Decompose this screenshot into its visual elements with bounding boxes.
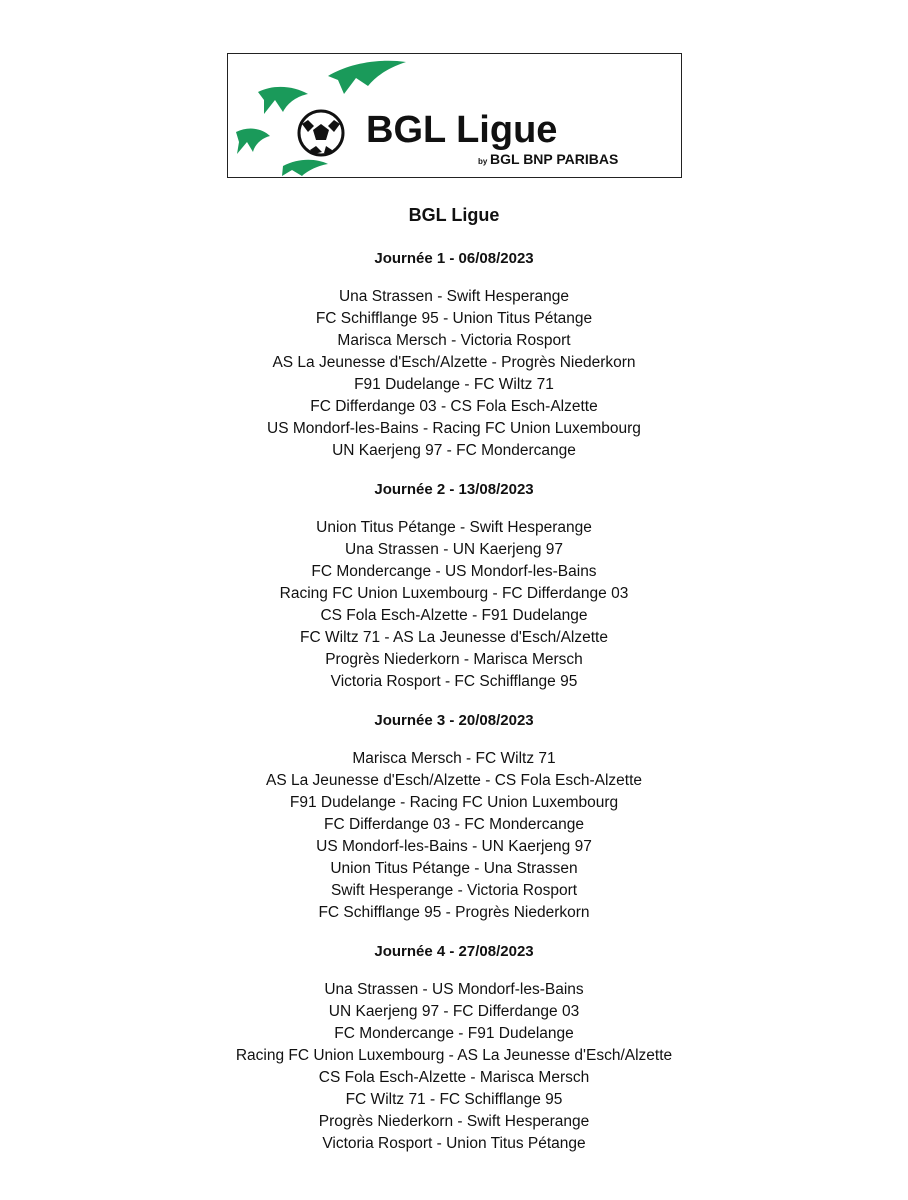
match-fixture: Racing FC Union Luxembourg - AS La Jeunesse d'Esch/Alzette (235, 1047, 673, 1064)
league-logo (227, 53, 682, 178)
match-fixture: FC Mondercange - US Mondorf-les-Bains (311, 563, 597, 580)
match-fixture: US Mondorf-les-Bains - Racing FC Union Luxembourg (267, 420, 641, 437)
round-heading: Journée 2 - 13/08/2023 (374, 481, 534, 498)
match-fixture: Victoria Rosport - FC Schifflange 95 (330, 673, 578, 690)
match-list (0, 286, 908, 462)
match-fixture: FC Differdange 03 - FC Mondercange (324, 816, 584, 833)
logo-brand-name: BGL Ligue (366, 109, 558, 151)
round-section (0, 942, 908, 1155)
logo-sponsor-name: BGL BNP PARIBAS (490, 151, 619, 167)
page-title: BGL Ligue (408, 205, 500, 225)
match-fixture: Racing FC Union Luxembourg - FC Differdange 03 (279, 585, 629, 602)
round-heading: Journée 1 - 06/08/2023 (374, 250, 534, 267)
match-list (0, 979, 908, 1155)
match-fixture: Progrès Niederkorn - Swift Hesperange (318, 1113, 590, 1130)
match-fixture: Victoria Rosport - Union Titus Pétange (322, 1135, 586, 1152)
match-fixture: AS La Jeunesse d'Esch/Alzette - Progrès Niederkorn (272, 354, 636, 371)
round-section (0, 249, 908, 462)
match-fixture: AS La Jeunesse d'Esch/Alzette - CS Fola Esch-Alzette (266, 772, 642, 789)
match-fixture: FC Schifflange 95 - Progrès Niederkorn (318, 904, 590, 921)
fixture-schedule (0, 249, 908, 1173)
match-fixture: CS Fola Esch-Alzette - Marisca Mersch (318, 1069, 590, 1086)
match-fixture: FC Differdange 03 - CS Fola Esch-Alzette (310, 398, 598, 415)
match-list (0, 517, 908, 693)
match-fixture: Union Titus Pétange - Swift Hesperange (316, 519, 592, 536)
logo-by-text: by (478, 157, 488, 166)
match-fixture: Marisca Mersch - Victoria Rosport (337, 332, 571, 349)
match-fixture: UN Kaerjeng 97 - FC Mondercange (332, 442, 576, 459)
match-fixture: Una Strassen - Swift Hesperange (338, 288, 570, 305)
round-heading: Journée 3 - 20/08/2023 (374, 712, 534, 729)
match-fixture: Marisca Mersch - FC Wiltz 71 (352, 750, 556, 767)
soccer-ball-icon (299, 111, 343, 155)
match-fixture: UN Kaerjeng 97 - FC Differdange 03 (328, 1003, 580, 1020)
match-fixture: FC Mondercange - F91 Dudelange (334, 1025, 574, 1042)
match-fixture: Union Titus Pétange - Una Strassen (330, 860, 578, 877)
round-section (0, 711, 908, 924)
match-fixture: Una Strassen - UN Kaerjeng 97 (345, 541, 563, 558)
match-fixture: CS Fola Esch-Alzette - F91 Dudelange (320, 607, 588, 624)
match-fixture: US Mondorf-les-Bains - UN Kaerjeng 97 (316, 838, 592, 855)
match-fixture: Una Strassen - US Mondorf-les-Bains (324, 981, 584, 998)
match-fixture: Progrès Niederkorn - Marisca Mersch (325, 651, 583, 668)
match-fixture: F91 Dudelange - FC Wiltz 71 (354, 376, 554, 393)
round-heading: Journée 4 - 27/08/2023 (374, 943, 534, 960)
match-fixture: F91 Dudelange - Racing FC Union Luxembourg (289, 794, 619, 811)
match-fixture: FC Wiltz 71 - FC Schifflange 95 (345, 1091, 563, 1108)
round-section (0, 480, 908, 693)
match-list (0, 748, 908, 924)
match-fixture: FC Wiltz 71 - AS La Jeunesse d'Esch/Alzette (300, 629, 608, 646)
match-fixture: FC Schifflange 95 - Union Titus Pétange (315, 310, 593, 327)
match-fixture: Swift Hesperange - Victoria Rosport (330, 882, 578, 899)
